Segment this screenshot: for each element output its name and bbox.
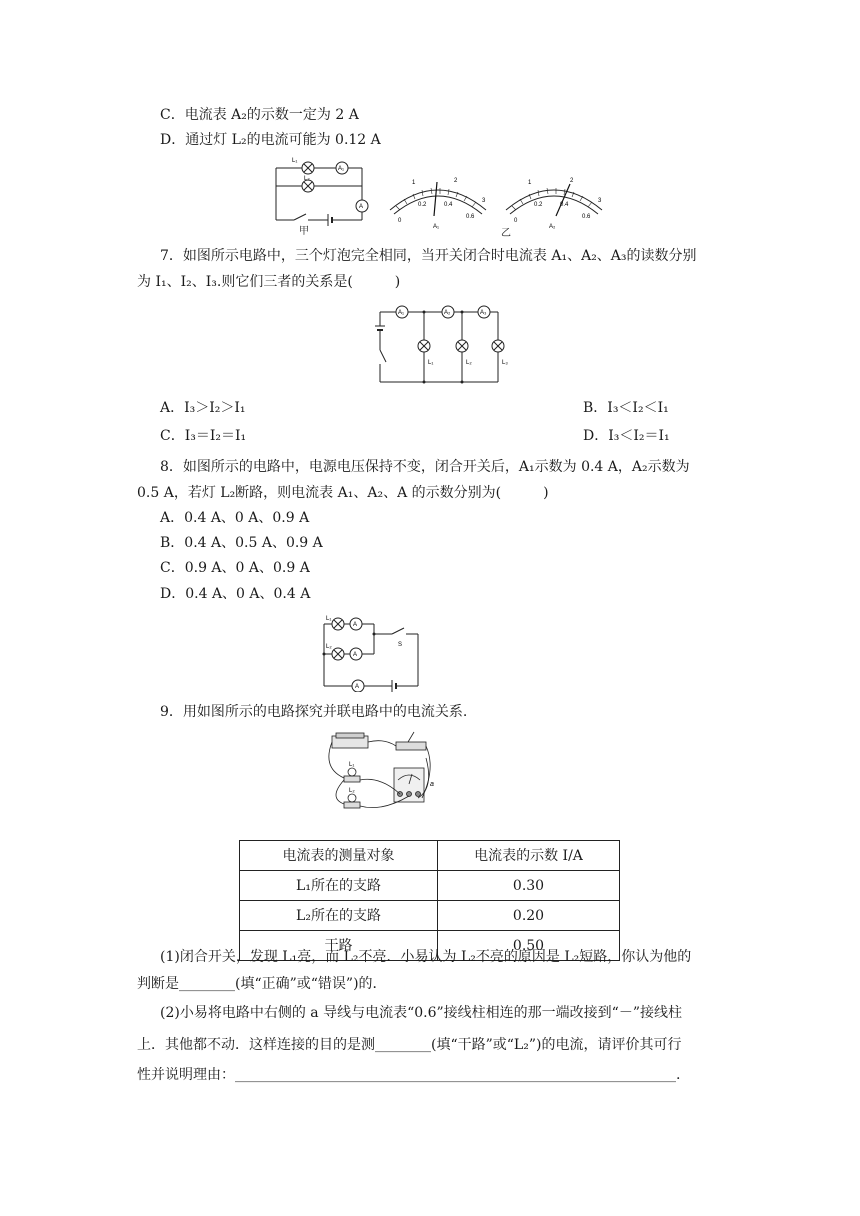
q7-label-a3: A₃	[480, 310, 487, 316]
q6-option-c: C．电流表 A₂的示数一定为 2 A	[160, 107, 359, 123]
table-header-row	[240, 841, 620, 871]
q8-stem-line1: 8．如图所示的电路中，电源电压保持不变，闭合开关后，A₁示数为 0.4 A，A₂示数为	[160, 459, 690, 475]
q7-label-l3: L₃	[502, 360, 508, 366]
q9-part2-line1: (2)小易将电路中右侧的 a 导线与电流表“0.6”接线柱相连的那一端改接到“－”接线柱	[160, 1005, 682, 1021]
q6-m2-tick-0: 0	[514, 218, 518, 224]
q7-stem-line2: 为 I₁、I₂、I₃.则它们三者的关系是( )	[137, 274, 401, 290]
table-cell: L₂所在的支路	[240, 901, 438, 931]
q6-ammeter-2	[500, 170, 608, 232]
q7-option-d: D．I₃＜I₂＝I₁	[583, 428, 670, 444]
q9-label-l1: L₁	[349, 762, 355, 768]
q6-m1-label: A₁	[433, 224, 440, 230]
q6-circuit-diagram	[270, 156, 380, 226]
q6-m1-tick-04: 0.4	[444, 202, 453, 208]
table-row	[240, 871, 620, 901]
q9-measurement-table	[239, 840, 620, 961]
q6-m2-tick-2: 2	[570, 178, 574, 184]
q7-circuit-diagram	[372, 300, 522, 388]
q9-experiment-photo	[322, 728, 438, 816]
q8-option-d: D．0.4 A、0 A、0.4 A	[160, 586, 311, 602]
table-cell: 0.50	[438, 931, 620, 961]
q6-label-l1: L₁	[292, 158, 298, 164]
q7-label-a2: A₂	[444, 310, 451, 316]
q9-part2-line3: 性并说明理由：_______________________________________________________________.	[137, 1067, 681, 1083]
q6-m1-tick-02: 0.2	[418, 202, 427, 208]
q8-option-b: B．0.4 A、0.5 A、0.9 A	[160, 535, 323, 551]
q6-m2-tick-3: 3	[598, 198, 602, 204]
q8-circuit-diagram	[318, 610, 424, 692]
q6-label-l2: L₂	[304, 176, 310, 182]
q6-m2-tick-04: 0.4	[560, 202, 569, 208]
q8-label-a2: A	[353, 652, 358, 658]
q6-option-d: D．通过灯 L₂的电流可能为 0.12 A	[160, 132, 381, 148]
q6-m1-tick-3: 3	[482, 198, 486, 204]
q6-fig-jia-caption: 甲	[299, 226, 309, 237]
q8-stem-line2: 0.5 A，若灯 L₂断路，则电流表 A₁、A₂、A 的示数分别为( )	[137, 485, 549, 501]
table-cell: 0.20	[438, 901, 620, 931]
q8-option-a: A．0.4 A、0 A、0.9 A	[160, 510, 310, 526]
table-row	[240, 901, 620, 931]
q8-option-c: C．0.9 A、0 A、0.9 A	[160, 560, 310, 576]
table-cell: L₁所在的支路	[240, 871, 438, 901]
q6-m1-tick-2: 2	[454, 178, 458, 184]
q7-option-a: A．I₃＞I₂＞I₁	[160, 400, 246, 416]
q6-m2-label: A₂	[549, 224, 556, 230]
q6-label-a1: A₁	[338, 166, 345, 172]
q9-part1-line1: (1)闭合开关，发现 L₁亮，而 L₂不亮．小易认为 L₂不亮的原因是 L₂短路，你认为他的	[160, 949, 692, 965]
q7-label-l2: L₂	[466, 360, 472, 366]
q7-option-c: C．I₃＝I₂＝I₁	[160, 428, 247, 444]
q8-label-l1: L₁	[326, 616, 332, 622]
q7-label-l1: L₁	[428, 360, 434, 366]
table-cell: 干路	[240, 931, 438, 961]
q6-m2-tick-06: 0.6	[582, 214, 591, 220]
q9-label-a-wire: a	[430, 781, 434, 788]
q8-label-a1: A	[353, 622, 358, 628]
q8-label-l2: L₂	[326, 644, 332, 650]
q7-stem-line1: 7．如图所示电路中，三个灯泡完全相同，当开关闭合时电流表 A₁、A₂、A₃的读数分别	[160, 248, 697, 264]
q6-label-a: A	[359, 204, 364, 210]
q6-m2-tick-1: 1	[528, 180, 532, 186]
q6-fig-yi-caption: 乙	[501, 228, 511, 239]
table-cell: 0.30	[438, 871, 620, 901]
q8-label-s: S	[398, 642, 403, 648]
q7-label-a1: A₁	[398, 310, 405, 316]
q9-part1-line2: 判断是________(填“正确”或“错误”)的．	[137, 976, 387, 992]
q9-label-l2: L₂	[349, 788, 355, 794]
q6-ammeter-1	[384, 170, 492, 232]
table-header-cell: 电流表的测量对象	[240, 841, 438, 871]
q7-option-b: B．I₃＜I₂＜I₁	[583, 400, 669, 416]
q6-m1-tick-0: 0	[398, 218, 402, 224]
table-header-cell: 电流表的示数 I/A	[438, 841, 620, 871]
q6-m2-tick-02: 0.2	[534, 202, 543, 208]
q8-label-a: A	[355, 684, 360, 690]
q6-m1-tick-1: 1	[412, 180, 416, 186]
q9-stem: 9．用如图所示的电路探究并联电路中的电流关系.	[160, 704, 468, 720]
q9-part2-line2: 上．其他都不动．这样连接的目的是测________(填“干路”或“L₂”)的电流，请评价其可行	[137, 1037, 682, 1053]
q6-m1-tick-06: 0.6	[466, 214, 475, 220]
